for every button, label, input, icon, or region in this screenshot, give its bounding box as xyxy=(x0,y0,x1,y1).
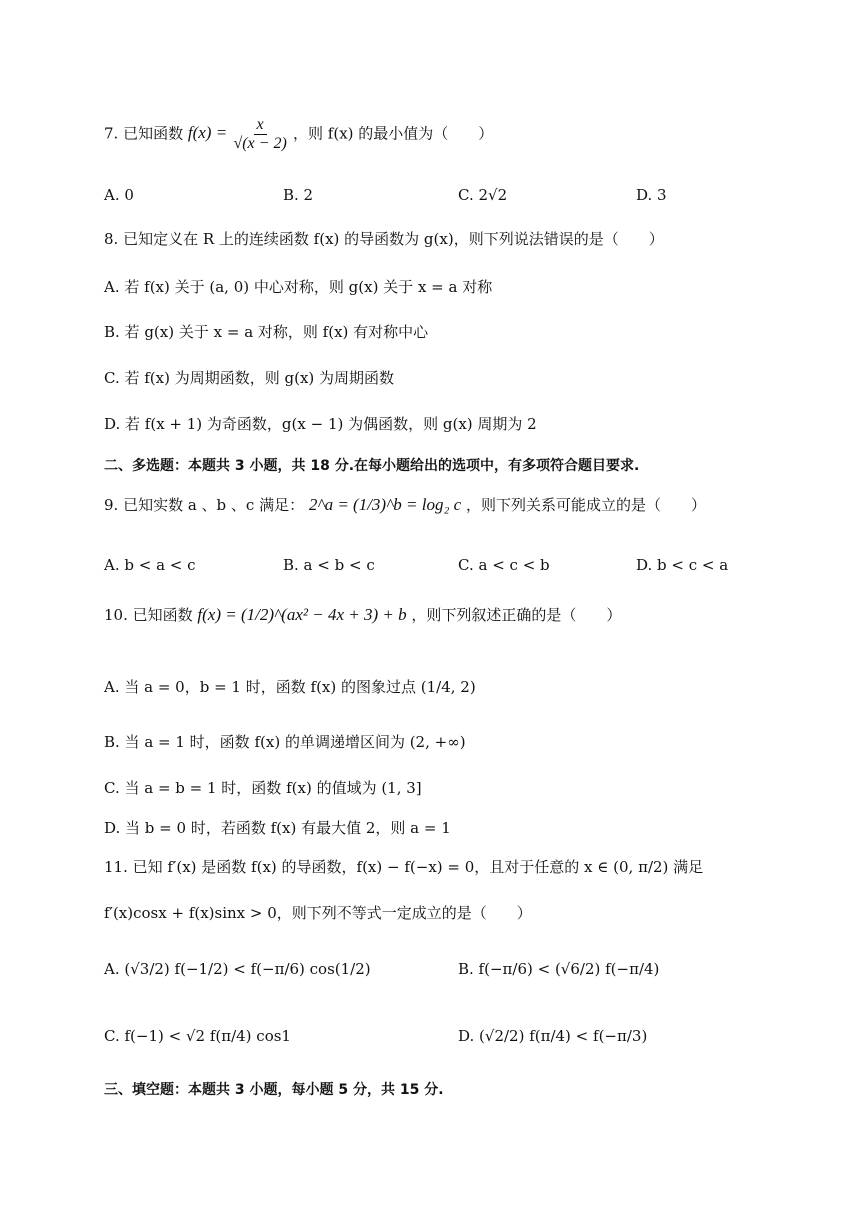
q9-option-a: A. b < a < c xyxy=(104,556,196,574)
q10-suffix: ，则下列叙述正确的是（ ） xyxy=(411,606,622,624)
q9-option-d: D. b < c < a xyxy=(636,556,729,574)
q9-suffix: ，则下列关系可能成立的是（ ） xyxy=(465,496,706,514)
q7-option-c: C. 2√2 xyxy=(458,186,508,204)
q10-equation: f(x) = (1/2)^(ax² − 4x + 3) + b xyxy=(197,605,407,624)
q11-option-d: D. (√2/2) f(π/4) < f(−π/3) xyxy=(458,1027,648,1045)
q7-option-b: B. 2 xyxy=(283,186,314,204)
q9-prefix: 9. 已知实数 a 、b 、c 满足： xyxy=(104,496,305,514)
q8-stem: 8. 已知定义在 R 上的连续函数 f(x) 的导函数为 g(x)，则下列说法错误的是（ ） xyxy=(104,230,664,248)
q7-formula: f(x) = $\frac{x}{√(x - 2)}$ xyxy=(187,116,287,152)
q9-stem xyxy=(104,494,706,515)
section-2-heading: 二、多选题：本题共 3 小题，共 18 分.在每小题给出的选项中，有多项符合题目要求. xyxy=(104,458,640,474)
q10-option-c: C. 当 a = b = 1 时，函数 f(x) 的值域为 (1, 3] xyxy=(104,779,422,797)
q10-option-b: B. 当 a = 1 时，函数 f(x) 的单调递增区间为 (2, +∞) xyxy=(104,733,466,751)
q9-option-c: C. a < c < b xyxy=(458,556,550,574)
q9-option-b: B. a < b < c xyxy=(283,556,375,574)
q11-stem-line2: f′(x)cosx + f(x)sinx > 0，则下列不等式一定成立的是（ ） xyxy=(104,904,532,922)
q11-option-c: C. f(−1) < √2 f(π/4) cos1 xyxy=(104,1027,291,1045)
q8-option-d: D. 若 f(x + 1) 为奇函数，g(x − 1) 为偶函数，则 g(x) 周期为 2 xyxy=(104,415,537,433)
q9-equation: 2^a = (1/3)^b = log₂ c xyxy=(308,495,462,514)
q8-option-c: C. 若 f(x) 为周期函数，则 g(x) 为周期函数 xyxy=(104,369,395,387)
q10-stem xyxy=(104,604,621,625)
q11-stem-line1: 11. 已知 f′(x) 是函数 f(x) 的导函数，f(x) − f(−x) = 0，且对于任意的 x ∈ (0, π/2) 满足 xyxy=(104,858,704,876)
q7-stem xyxy=(104,116,493,153)
section-3-heading: 三、填空题：本题共 3 小题，每小题 5 分，共 15 分. xyxy=(104,1082,444,1098)
q10-prefix: 10. 已知函数 xyxy=(104,606,193,624)
q8-option-a: A. 若 f(x) 关于 (a, 0) 中心对称，则 g(x) 关于 x = a 对称 xyxy=(104,278,493,296)
q7-option-d: D. 3 xyxy=(636,186,667,204)
q7-prefix: 7. 已知函数 xyxy=(104,124,184,143)
q8-option-b: B. 若 g(x) 关于 x = a 对称，则 f(x) 有对称中心 xyxy=(104,323,429,341)
q11-option-b: B. f(−π/6) < (√6/2) f(−π/4) xyxy=(458,960,660,978)
q10-option-a: A. 当 a = 0，b = 1 时，函数 f(x) 的图象过点 (1/4, 2) xyxy=(104,678,476,696)
q11-option-a: A. (√3/2) f(−1/2) < f(−π/6) cos(1/2) xyxy=(104,960,371,978)
q7-suffix: ，则 f(x) 的最小值为（ ） xyxy=(293,124,494,143)
q10-option-d: D. 当 b = 0 时，若函数 f(x) 有最大值 2，则 a = 1 xyxy=(104,819,451,837)
q7-option-a: A. 0 xyxy=(104,186,134,204)
